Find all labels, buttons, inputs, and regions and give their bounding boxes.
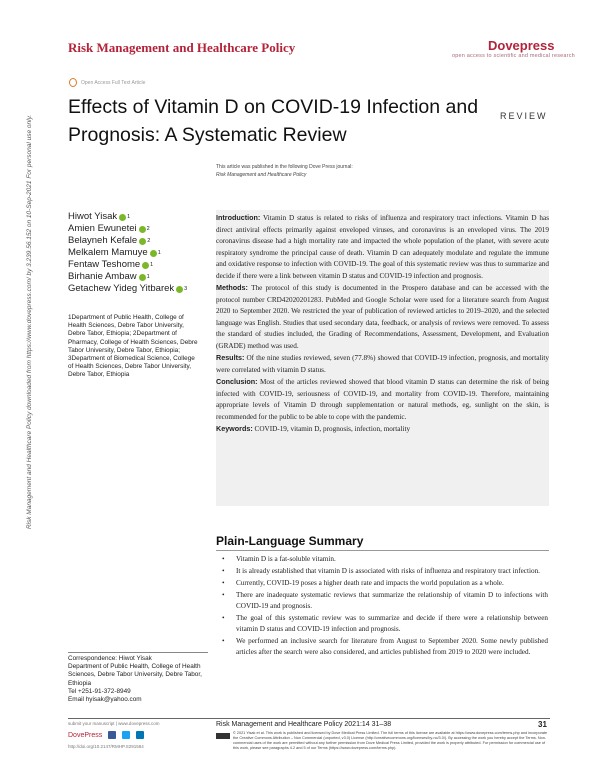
correspondence-divider: [68, 652, 208, 653]
plain-language-item: • There are inadequate systematic reviews that summarize the relationship of vitamin D to infections with COVID-19 and prognosis.: [218, 590, 548, 612]
author-item: [68, 283, 187, 295]
page-number: 31: [538, 720, 547, 729]
publisher-logo[interactable]: Dovepress: [488, 38, 555, 53]
abstract-results-text: Of the nine studies reviewed, seven (77.8%) showed that COVID-19 infection, prognosis, and mortality were correlated with vitamin D status.: [216, 354, 549, 374]
affiliation-superscript: 3: [184, 286, 188, 292]
publication-note-journal[interactable]: Risk Management and Healthcare Policy: [216, 172, 307, 178]
author-item: [68, 235, 187, 247]
footer-divider: [68, 718, 550, 719]
author-name[interactable]: Melkalem Mamuye: [68, 247, 148, 258]
author-list: [68, 211, 187, 295]
orcid-icon[interactable]: [139, 274, 146, 281]
abstract-keywords: [216, 423, 549, 436]
article-title: Effects of Vitamin D on COVID-19 Infection and Prognosis: A Systematic Review: [68, 96, 479, 146]
abstract-conclusion-label: Conclusion:: [216, 377, 258, 386]
affiliation-superscript: 1: [127, 214, 131, 220]
license-text: © 2021 Yisak et al. This work is published and licensed by Dove Medical Press Limited. The full terms of this license are available at https://www.dovepress.com/terms.php and incorporate the Creative Commons Attribution – Non Commercial (unported, v3.0) License (http://creativecommons.org/licenses/by-nc/3.0/). By accessing the work you hereby accept the Terms. Non-commercial uses of the work are permitted without any further permission from Dove Medical Press Limited, provided the work is properly attributed. For permission for commercial use of this work, please see paragraphs 4.2 and 5 of our Terms (https://www.dovepress.com/terms.php).: [233, 731, 548, 750]
linkedin-icon[interactable]: [136, 731, 144, 739]
author-item: [68, 223, 187, 235]
correspondence: [68, 655, 208, 704]
download-side-note-text: Risk Management and Healthcare Policy downloaded from https://www.dovepress.com/ by 3.239.56.152 on 10-Sep-2021 For personal use only.: [26, 114, 33, 530]
abstract-conclusion-text: Most of the articles reviewed showed that blood vitamin D status can determine the risk of being infected with COVID-19, seriousness of COVID-19, and mortality from COVID-19. Therefore, maintaining appropriate levels of Vitamin D through supplementation or natural methods, eg, sunlight on the skin, is recommended for the public to be able to cope with the pandemic.: [216, 378, 549, 421]
affiliation-superscript: 1: [146, 274, 150, 280]
plain-language-item: • The goal of this systematic review was to summarize and decide if there were a relationship between vitamin D status and COVID-19 infection and prognosis.: [218, 613, 548, 635]
author-name[interactable]: Fentaw Teshome: [68, 259, 141, 270]
download-side-note: [20, 114, 38, 538]
affiliation-superscript: 2: [147, 238, 151, 244]
correspondence-phone: Tel +251-91-372-8949: [68, 687, 131, 695]
affiliation-superscript: 2: [146, 226, 150, 232]
orcid-icon[interactable]: [139, 226, 146, 233]
orcid-icon[interactable]: [176, 286, 183, 293]
orcid-icon[interactable]: [142, 262, 149, 269]
publication-note: [216, 163, 353, 179]
doi-link[interactable]: http://doi.org/10.2147/RMHP.S291584: [68, 744, 144, 749]
article-type-label: REVIEW: [500, 111, 548, 121]
journal-title[interactable]: Risk Management and Healthcare Policy: [68, 40, 296, 55]
correspondence-address: Department of Public Health, College of Health Sciences, Debre Tabor University, Debre Tabor, Ethiopia: [68, 663, 202, 687]
author-item: [68, 271, 187, 283]
abstract-intro-text: Vitamin D status is related to risks of influenza and respiratory tract infections. Vitamin D has direct antiviral effects primarily against enveloped viruses, and coronavirus is an enveloped virus. The 2019 coronavirus disease had a high mortality rate and impacted the whole population of the planet, with severe acute respiratory syndrome the principal cause of death. Vitamin D can adequately modulate and regulate the immune and oxidative response to infection with COVID-19. The goal of this systematic review was thus to summarize and decide if there were a link between vitamin D status and COVID-19 infection and prognosis.: [216, 214, 549, 280]
abstract: [216, 212, 549, 436]
publication-note-text: This article was published in the following Dove Press journal:: [216, 164, 353, 170]
author-item: [68, 247, 187, 259]
publisher-tagline: open access to scientific and medical research: [452, 53, 575, 59]
author-item: [68, 211, 187, 223]
plain-language-item: • We performed an inclusive search for literature from August to September 2020. Some newly published articles after the search were also considered, and articles published from 2019 to 2020 were included.: [218, 636, 548, 658]
affiliation-superscript: 1: [157, 250, 161, 256]
abstract-keywords-label: Keywords:: [216, 424, 253, 433]
submit-manuscript-link[interactable]: submit your manuscript | www.dovepress.com: [68, 721, 160, 726]
facebook-icon[interactable]: [108, 731, 116, 739]
creative-commons-icon[interactable]: [216, 733, 230, 739]
orcid-icon[interactable]: [150, 250, 157, 257]
plain-language-item: • Vitamin D is a fat-soluble vitamin.: [218, 554, 548, 565]
abstract-introduction: [216, 212, 549, 282]
abstract-intro-label: Introduction:: [216, 213, 261, 222]
orcid-icon[interactable]: [139, 238, 146, 245]
plain-language-item: • It is already established that vitamin D is associated with risks of influenza and respiratory tract infection.: [218, 566, 548, 577]
author-name[interactable]: Belayneh Kefale: [68, 235, 138, 246]
plain-language-heading: Plain-Language Summary: [216, 534, 364, 548]
abstract-keywords-text: COVID-19, vitamin D, prognosis, infection, mortality: [254, 425, 411, 433]
open-access-icon: [69, 78, 77, 87]
footer-dovepress: [68, 731, 144, 739]
citation: Risk Management and Healthcare Policy 2021:14 31–38: [216, 721, 392, 728]
abstract-methods-label: Methods:: [216, 283, 248, 292]
affiliations: 1Department of Public Health, College of Health Sciences, Debre Tabor University, Debre Tabor, Ethiopia; 2Department of Pharmacy, College of Health Sciences, Debre Tabor University, Debre Tabor, Ethiopia; 3Department of Biomedical Science, College of Health Sciences, Debre Tabor University, Debre Tabor, Ethiopia: [68, 314, 198, 379]
abstract-results: [216, 352, 549, 376]
abstract-methods-text: The protocol of this study is documented in the Prospero database and can be accessed with the protocol number CRD42020201283. PubMed and Google Scholar were used for a literature search from August 2020 to September 2020. We restricted the year of publication of reviewed articles to 2019–2020, and the selected language was English. Studies that used secondary data, feedback, or analysis of reviews were removed. To assess the standard of studies included, the Grading of Recommendations, Assessment, Development, and Evaluation (GRADE) method was used.: [216, 284, 550, 350]
abstract-results-label: Results:: [216, 353, 245, 362]
author-name[interactable]: Getachew Yideg Yitbarek: [68, 283, 175, 294]
open-access-label: Open Access Full Text Article: [81, 80, 146, 86]
plain-language-list: [218, 554, 548, 659]
author-item: [68, 259, 187, 271]
affiliation-superscript: 1: [150, 262, 154, 268]
plain-language-divider: [216, 550, 549, 551]
correspondence-email[interactable]: Email hyisak@yahoo.com: [68, 696, 142, 704]
author-name[interactable]: Amien Ewunetei: [68, 223, 137, 234]
plain-language-item: • Currently, COVID-19 poses a higher death rate and impacts the world population as a whole.: [218, 578, 548, 589]
footer-dovepress-label[interactable]: DovePress: [68, 731, 103, 739]
correspondence-name: Correspondence: Hiwot Yisak: [68, 655, 152, 662]
orcid-icon[interactable]: [119, 214, 126, 221]
abstract-methods: [216, 282, 549, 352]
twitter-icon[interactable]: [122, 731, 130, 739]
author-name[interactable]: Birhanie Ambaw: [68, 271, 137, 282]
abstract-conclusion: [216, 376, 549, 423]
author-name[interactable]: Hiwot Yisak: [68, 211, 118, 222]
